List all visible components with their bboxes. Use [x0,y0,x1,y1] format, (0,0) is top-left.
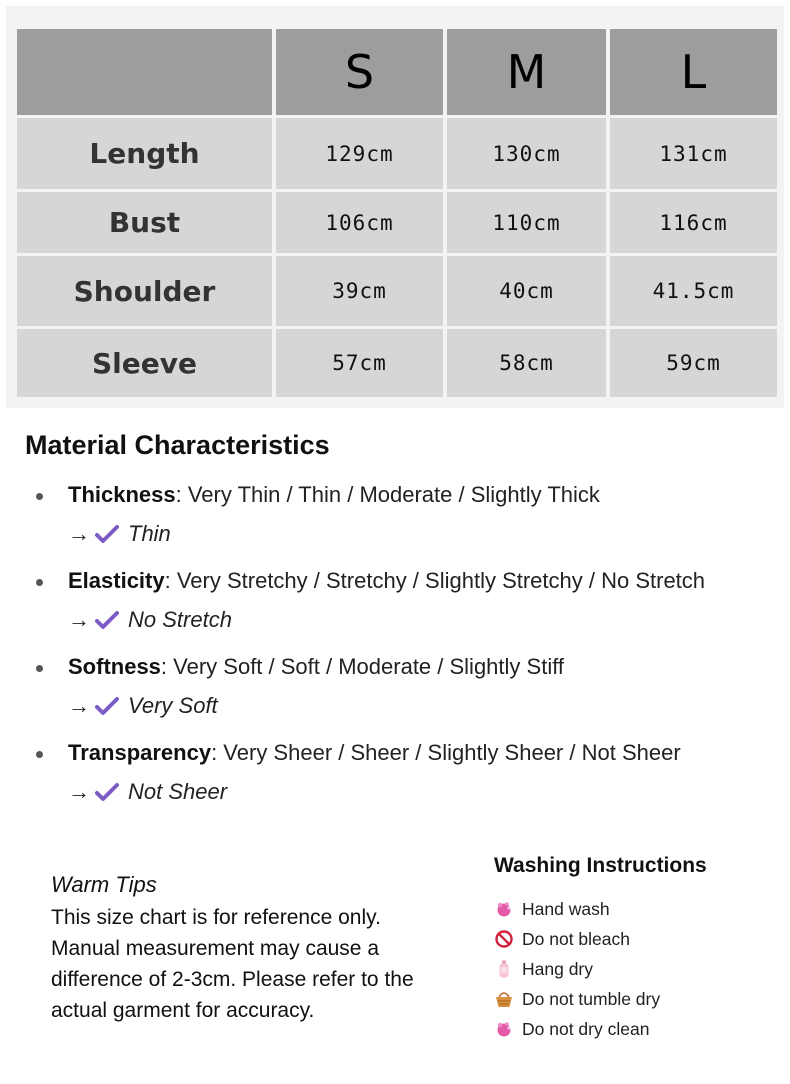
row-label: Shoulder [17,256,272,326]
table-row [17,256,777,326]
table-cell: 131cm [610,118,777,189]
list-item [36,740,776,826]
warm-tips-body: This size chart is for reference only. Manual measurement may cause a difference of 2-3cm. Please refer to the actual garment for accuracy. [51,906,414,1022]
table-row [17,192,777,253]
material-options: : Very Soft / Soft / Moderate / Slightly Stiff [160,654,565,679]
wash-label: Do not tumble dry [522,988,661,1009]
material-options: : Very Thin / Thin / Moderate / Slightly Thick [175,482,600,507]
row-label: Sleeve [17,329,272,397]
material-result [68,521,171,547]
table-cell: 106cm [276,192,443,253]
table-cell: 41.5cm [610,256,777,326]
bullet-icon [36,751,43,758]
material-result [68,779,227,805]
basket-icon [494,989,514,1009]
wash-label: Hang dry [522,958,594,979]
row-label: Bust [17,192,272,253]
list-item [494,924,784,954]
arrow-icon: → [68,693,90,718]
table-cell: 110cm [447,192,606,253]
list-item [36,654,776,740]
check-icon [94,696,120,716]
table-cell: 129cm [276,118,443,189]
material-line [68,654,564,680]
header-size-s: S [276,29,443,115]
material-result [68,607,232,633]
hand-wash-icon [494,899,514,919]
table-cell: 130cm [447,118,606,189]
material-name: Softness [68,654,161,679]
table-cell: 57cm [276,329,443,397]
table-row [17,329,777,397]
list-item [494,894,784,924]
material-line [68,740,681,766]
bullet-icon [36,665,43,672]
no-bleach-icon [494,929,514,949]
warm-tips [51,872,441,1026]
warm-tips-title: Warm Tips [51,872,157,897]
header-size-m: M [447,29,606,115]
wash-label: Do not dry clean [522,1018,650,1039]
washing-instructions [494,854,784,1044]
list-item [36,482,776,568]
material-line [68,568,705,594]
arrow-icon: → [68,779,90,804]
size-table [13,26,781,400]
material-name: Thickness [68,482,176,507]
material-title: Material Characteristics [25,430,330,460]
bullet-icon [36,493,43,500]
washing-title: Washing Instructions [494,854,707,877]
header-size-l: L [610,29,777,115]
check-icon [94,610,120,630]
size-chart [6,6,784,408]
material-result [68,693,218,719]
table-cell: 40cm [447,256,606,326]
material-line [68,482,600,508]
arrow-icon: → [68,607,90,632]
material-options: : Very Stretchy / Stretchy / Slightly Stretchy / No Stretch [164,568,706,593]
material-result-value: Thin [128,521,171,546]
material-result-value: Not Sheer [128,779,228,804]
table-row [17,118,777,189]
hang-dry-icon [494,959,514,979]
material-name: Elasticity [68,568,165,593]
size-header-row [17,29,777,115]
list-item [494,1014,784,1044]
material-result-value: Very Soft [128,693,218,718]
header-empty-cell [17,29,272,115]
material-result-value: No Stretch [128,607,232,632]
check-icon [94,782,120,802]
list-item [494,954,784,984]
bullet-icon [36,579,43,586]
hand-wash-icon [494,1019,514,1039]
material-options: : Very Sheer / Sheer / Slightly Sheer / Not Sheer [211,740,681,765]
material-name: Transparency [68,740,212,765]
wash-label: Hand wash [522,898,610,919]
arrow-icon: → [68,521,90,546]
check-icon [94,524,120,544]
material-list [36,482,776,826]
row-label: Length [17,118,272,189]
table-cell: 58cm [447,329,606,397]
list-item [494,984,784,1014]
table-cell: 59cm [610,329,777,397]
list-item [36,568,776,654]
table-cell: 116cm [610,192,777,253]
table-cell: 39cm [276,256,443,326]
wash-label: Do not bleach [522,928,630,949]
